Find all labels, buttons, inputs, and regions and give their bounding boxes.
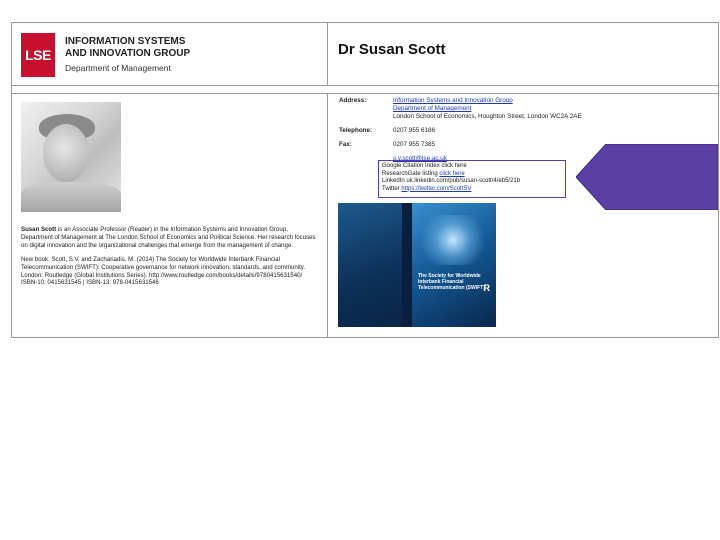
bio-name: Susan Scott <box>21 226 57 233</box>
book-title: The Society for Worldwide Interbank Financial Telecommunication (SWIFT) <box>418 273 485 291</box>
divider <box>12 86 718 94</box>
google-citation-link[interactable]: Google Citation Index click here <box>382 163 467 169</box>
linkedin-link[interactable]: LinkedIn uk.linkedin.com/pub/susan-scott/4/eb5/21b <box>382 178 521 184</box>
group-name <box>65 36 190 60</box>
bio-column <box>12 94 328 337</box>
email-link[interactable]: s.v.scott@lse.ac.uk <box>393 155 447 162</box>
book-cover-image[interactable] <box>338 203 496 327</box>
left-arrow-shape <box>576 144 718 210</box>
page-title: Dr Susan Scott <box>338 41 446 58</box>
telephone-value: 0207 955 6186 <box>393 127 436 134</box>
header-title <box>328 23 718 86</box>
address-link-department[interactable]: Department of Management <box>393 105 472 112</box>
department-label: Department of Management <box>65 63 171 73</box>
researchgate-row: ResearchGate listing click here <box>382 170 465 177</box>
telephone-label: Telephone: <box>339 127 373 134</box>
fax-value: 0207 955 7385 <box>393 141 436 148</box>
bio-text <box>21 226 319 293</box>
fax-label: Fax: <box>339 141 352 148</box>
address-line: London School of Economics, Houghton Street, London WC2A 2AE <box>393 113 582 120</box>
address-link-group[interactable]: Information Systems and Innovation Group <box>393 97 513 104</box>
external-profiles-box <box>378 160 566 198</box>
lse-logo[interactable]: LSE <box>21 33 55 77</box>
header-brand <box>12 23 328 86</box>
bio-paragraph-1: Susan Scott is an Associate Professor (Reader) in the Information Systems and Innovation Group, Department of Management at The London School of Economics and Political Science. Her research focuses on digital innovation and the organizational challenges that emerge from the management of change. <box>21 226 316 249</box>
profile-photo <box>21 102 121 212</box>
twitter-row: Twitter https://twitter.com/ScottSV <box>382 185 472 192</box>
researchgate-link[interactable]: click here <box>439 170 465 177</box>
publisher-logo: R <box>483 283 490 293</box>
address-label: Address: <box>339 97 367 104</box>
bio-paragraph-2: New book: Scott, S.V. and Zachariadis, M. (2014) The Society for Worldwide Interbank Financial Telecommunication (SWIFT): Cooperative governance for network innovation, standards, and community. London: Routledge (Global Institutions Series). http://www.routledge.com/books/details/9780415631540/ ISBN-10: 0415631545 | ISBN-13: 978-0415631546 <box>21 255 306 287</box>
group-name-line2: AND INNOVATION GROUP <box>65 48 191 59</box>
group-name-line1: INFORMATION SYSTEMS <box>65 36 186 47</box>
contact-column <box>328 94 718 337</box>
twitter-link[interactable]: https://twitter.com/ScottSV <box>401 185 472 192</box>
